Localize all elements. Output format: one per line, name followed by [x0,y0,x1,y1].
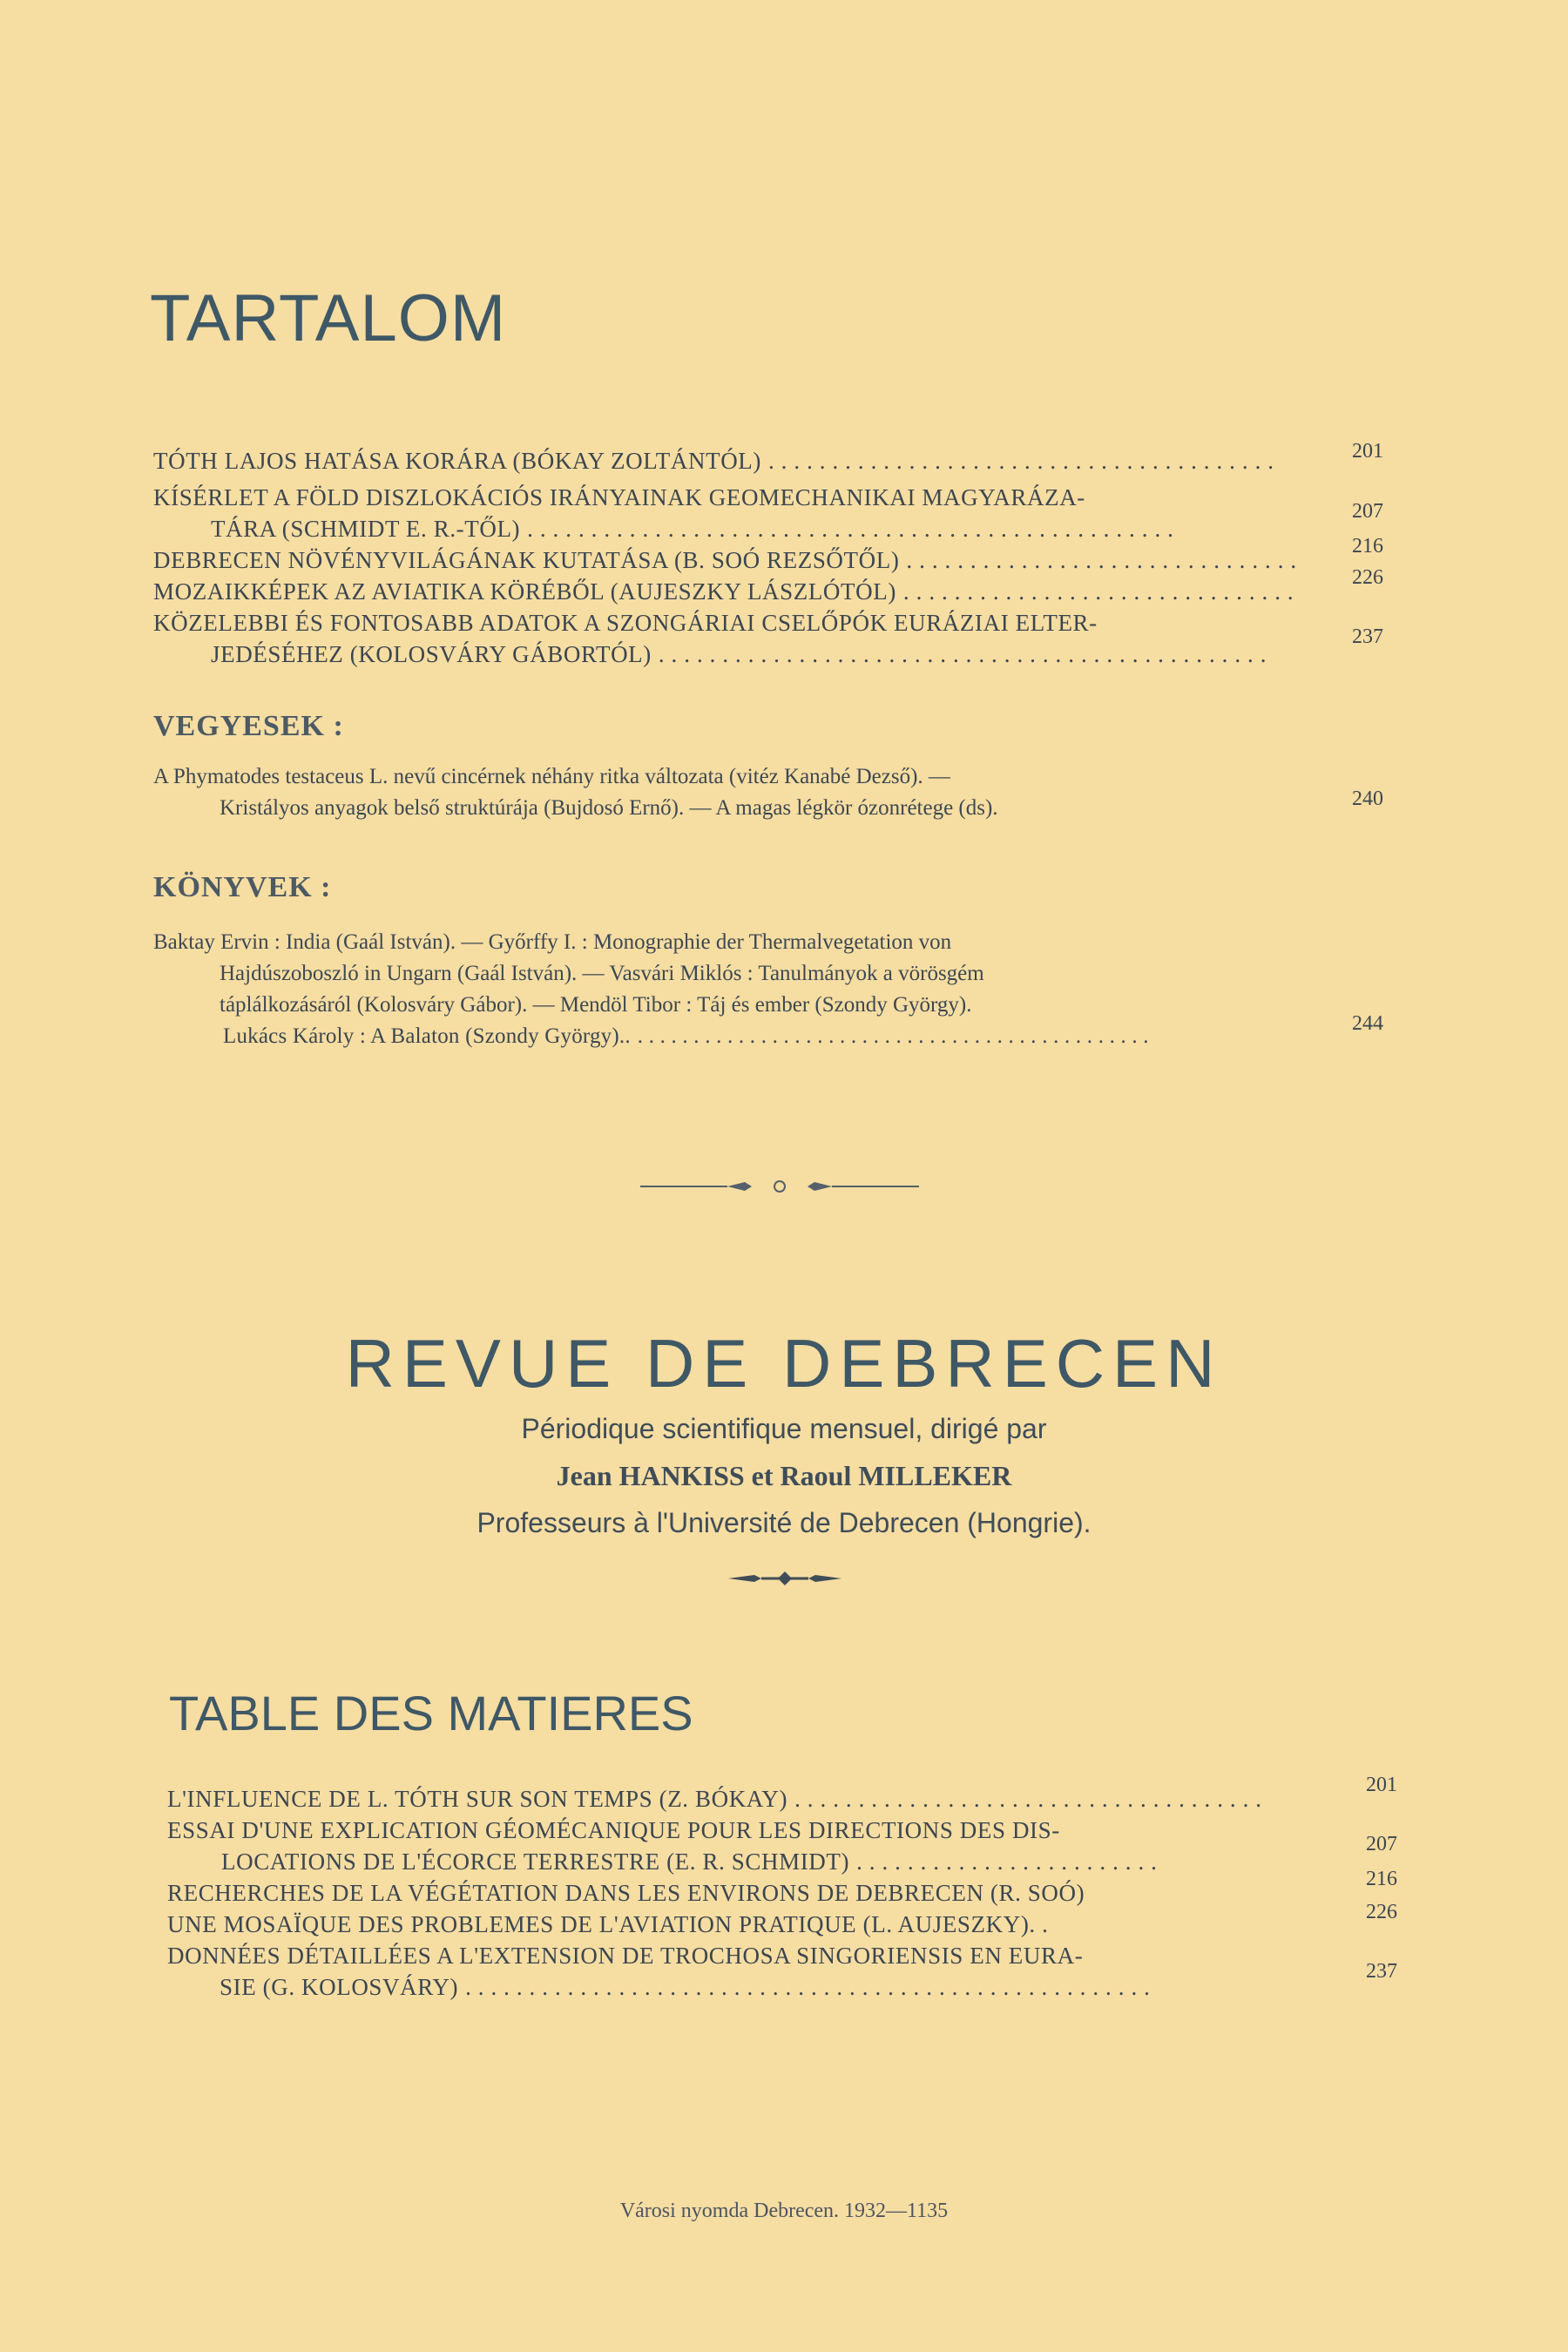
table-page-number: 237 [1366,1960,1397,1983]
table-item: ESSAI D'UNE EXPLICATION GÉOMÉCANIQUE POUR LES DIRECTIONS DES DIS- [167,1817,1060,1843]
toc-item: MOZAIKKÉPEK AZ AVIATIKA KÖRÉBŐL (AUJESZKY LÁSZLÓTÓL) . . . . . . . . . . . . . . . . . . . . . . . . . . . . . . . [153,578,1294,605]
vegyesek-page-number: 240 [1352,787,1383,810]
konyvek-page-number: 244 [1352,1012,1383,1035]
toc-page-number: 226 [1352,566,1383,589]
toc-item: TÁRA (SCHMIDT E. R.-TŐL) . . . . . . . . . . . . . . . . . . . . . . . . . . . . . . . . . . . . . . . . . . . . . . . . . . . [211,516,1174,542]
toc-item: JEDÉSÉHEZ (KOLOSVÁRY GÁBORTÓL) . . . . . . . . . . . . . . . . . . . . . . . . . . . . . . . . . . . . . . . . . . . . . . . . [211,641,1267,667]
toc-item: DEBRECEN NÖVÉNYVILÁGÁNAK KUTATÁSA (B. SOÓ REZSŐTŐL) . . . . . . . . . . . . . . . . . . . . . . . . . . . . . . . [153,547,1297,573]
table-title: TABLE DES MATIERES [169,1686,693,1740]
konyvek-line: táplálkozásáról (Kolosváry Gábor). — Mendöl Tibor : Táj és ember (Szondy György). [220,993,972,1017]
table-page-number: 207 [1366,1833,1397,1855]
table-item: SIE (G. KOLOSVÁRY) . . . . . . . . . . . . . . . . . . . . . . . . . . . . . . . . . . . . . . . . . . . . . . . . . . . . . . [220,1974,1151,2000]
table-item: LOCATIONS DE L'ÉCORCE TERRESTRE (E. R. SCHMIDT) . . . . . . . . . . . . . . . . . . . . . . . . [221,1848,1158,1875]
toc-item: TÓTH LAJOS HATÁSA KORÁRA (BÓKAY ZOLTÁNTÓL) . . . . . . . . . . . . . . . . . . . . . . . . . . . . . . . . . . . . . . . . [153,448,1274,474]
toc-item: KÍSÉRLET A FÖLD DISZLOKÁCIÓS IRÁNYAINAK GEOMECHANIKAI MAGYARÁZA- [153,484,1085,510]
konyvek-heading: KÖNYVEK : [153,871,332,903]
konyvek-line: Hajdúszoboszló in Ungarn (Gaál István). — Vasvári Miklós : Tanulmányok a vörösgém [220,962,984,985]
vegyesek-line: Kristályos anyagok belső struktúrája (Bujdosó Ernő). — A magas légkör ózonrétege (ds). [220,796,998,820]
printer-footer: Városi nyomda Debrecen. 1932—1135 [619,2200,949,2222]
table-item: L'INFLUENCE DE L. TÓTH SUR SON TEMPS (Z. BÓKAY) . . . . . . . . . . . . . . . . . . . . . . . . . . . . . . . . . . . . . [167,1786,1262,1812]
table-page-number: 226 [1366,1901,1397,1923]
toc-page-number: 201 [1352,440,1383,463]
konyvek-line: Baktay Ervin : India (Gaál István). — Győrffy I. : Monographie der Thermalvegetation von [153,930,952,954]
toc-item: KÖZELEBBI ÉS FONTOSABB ADATOK A SZONGÁRIAI CSELŐPÓK EURÁZIAI ELTER- [153,610,1098,636]
revue-subtitle: Périodique scientifique mensuel, dirigé par [521,1413,1047,1444]
revue-affiliation: Professeurs à l'Université de Debrecen (Hongrie). [476,1507,1092,1538]
tartalom-title: TARTALOM [150,281,507,355]
revue-title: REVUE DE DEBRECEN [345,1325,1223,1402]
toc-page-number: 216 [1352,535,1383,558]
vegyesek-line: A Phymatodes testaceus L. nevű cincérnek néhány ritka változata (vitéz Kanabé Dezső). — [153,765,950,788]
table-item: RECHERCHES DE LA VÉGÉTATION DANS LES ENVIRONS DE DEBRECEN (R. SOÓ) [167,1880,1085,1906]
revue-editors: Jean HANKISS et Raoul MILLEKER [556,1460,1012,1491]
table-item: DONNÉES DÉTAILLÉES A L'EXTENSION DE TROCHOSA SINGORIENSIS EN EURA- [167,1943,1084,1969]
ornament-small [728,1570,841,1587]
vegyesek-heading: VEGYESEK : [153,710,344,742]
toc-page-number: 237 [1352,625,1383,648]
table-page-number: 216 [1366,1868,1397,1890]
table-page-number: 201 [1366,1774,1397,1796]
konyvek-line: Lukács Károly : A Balaton (Szondy György).. . . . . . . . . . . . . . . . . . . . . . . . . . . . . . . . . . . . . . . . . . . . . . . [223,1024,1149,1048]
table-item: UNE MOSAÏQUE DES PROBLEMES DE L'AVIATION PRATIQUE (L. AUJESZKY). . [167,1911,1049,1937]
ornament-divider [640,1178,919,1195]
toc-page-number: 207 [1352,500,1383,523]
